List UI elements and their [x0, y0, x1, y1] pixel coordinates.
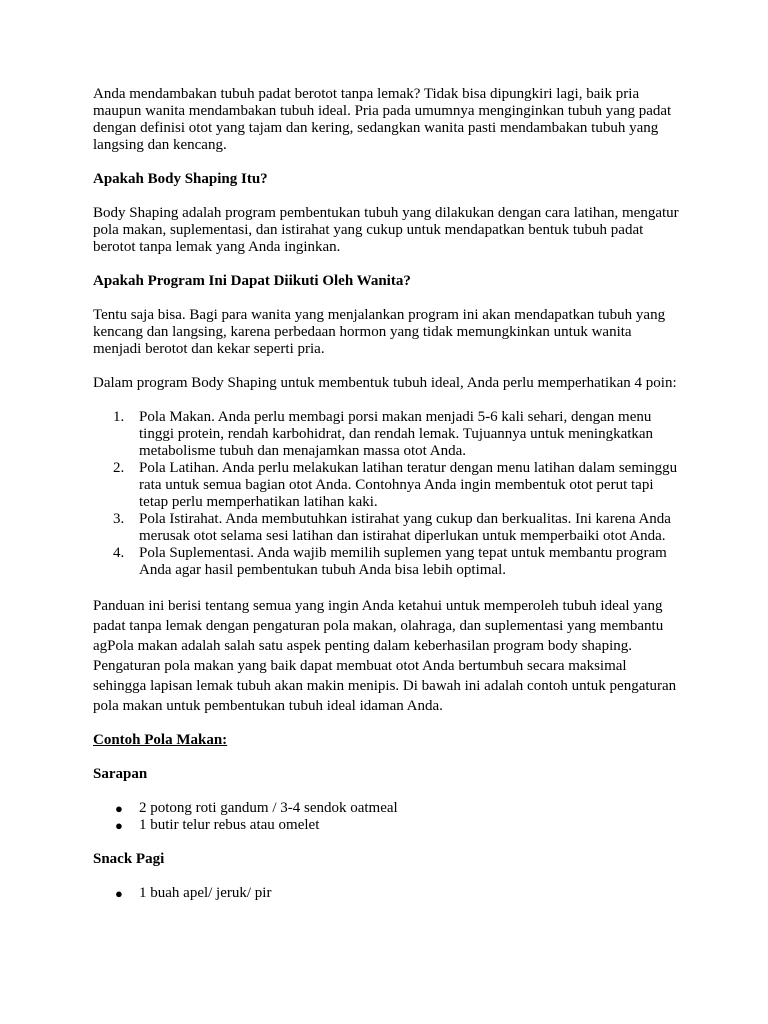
- bullet-icon: ●: [115, 886, 123, 901]
- list-item: [93, 885, 683, 902]
- list-item-text: 1 buah apel/ jeruk/ pir: [139, 885, 272, 901]
- meal-example-heading: Contoh Pola Makan:: [93, 732, 228, 748]
- list-number: 3.: [113, 511, 125, 527]
- list-item: [93, 545, 683, 579]
- document-page: [93, 86, 683, 919]
- snack-heading: Snack Pagi: [93, 851, 165, 867]
- sarapan-heading: Sarapan: [93, 766, 148, 782]
- bullet-icon: ●: [115, 818, 123, 833]
- list-number: 2.: [113, 460, 125, 476]
- women-paragraph: Tentu saja bisa. Bagi para wanita yang menjalankan program ini akan mendapatkan tubuh yang kencang dan langsing, karena perbedaan hormon yang tidak memungkinkan untuk wanita menjadi berotot dan kekar seperti pria.: [93, 307, 666, 357]
- list-item-text: 1 butir telur rebus atau omelet: [139, 817, 320, 833]
- list-item: [93, 409, 683, 460]
- list-item: [93, 460, 683, 511]
- section-heading-women: Apakah Program Ini Dapat Diikuti Oleh Wanita?: [93, 273, 411, 289]
- list-item: [93, 800, 683, 817]
- list-number: 4.: [113, 545, 125, 561]
- list-number: 1.: [113, 409, 125, 425]
- section-heading-body-shaping: Apakah Body Shaping Itu?: [93, 171, 268, 187]
- body-shaping-paragraph: Body Shaping adalah program pembentukan tubuh yang dilakukan dengan cara latihan, mengatur pola makan, suplementasi, dan istirahat yang cukup untuk mendapatkan bentuk tubuh padat berotot tanpa lemak yang Anda inginkan.: [93, 205, 679, 255]
- snack-list: [93, 885, 683, 902]
- bullet-icon: ●: [115, 801, 123, 816]
- four-points-lead: Dalam program Body Shaping untuk membentuk tubuh ideal, Anda perlu memperhatikan 4 poin:: [93, 375, 677, 391]
- intro-paragraph: Anda mendambakan tubuh padat berotot tanpa lemak? Tidak bisa dipungkiri lagi, baik pria maupun wanita mendambakan tubuh ideal. Pria pada umumnya menginginkan tubuh yang padat dengan definisi otot yang tajam dan kering, sedangkan wanita pasti mendambakan tubuh yang langsing dan kencang.: [93, 86, 672, 153]
- list-item: [93, 817, 683, 834]
- list-item: [93, 511, 683, 545]
- four-points-list: [93, 409, 683, 579]
- list-item-text: Pola Makan. Anda perlu membagi porsi makan menjadi 5-6 kali sehari, dengan menu tinggi protein, rendah karbohidrat, dan rendah lemak. Tujuannya untuk meningkatkan metabolisme tubuh dan menajamkan massa otot Anda.: [139, 409, 654, 459]
- list-item-text: Pola Suplementasi. Anda wajib memilih suplemen yang tepat untuk membantu program Anda agar hasil pembentukan tubuh Anda bisa lebih optimal.: [139, 545, 667, 578]
- list-item-text: Pola Istirahat. Anda membutuhkan istirahat yang cukup dan berkualitas. Ini karena Anda merusak otot selama sesi latihan dan istirahat diperlukan untuk memperbaiki otot Anda.: [139, 511, 671, 544]
- list-item-text: 2 potong roti gandum / 3-4 sendok oatmeal: [139, 800, 398, 816]
- sarapan-list: [93, 800, 683, 834]
- list-item-text: Pola Latihan. Anda perlu melakukan latihan teratur dengan menu latihan dalam seminggu rata untuk semua bagian otot Anda. Contohnya Anda ingin membentuk otot perut tapi tetap perlu memperhatikan latihan kaki.: [139, 460, 678, 510]
- guide-paragraph: Panduan ini berisi tentang semua yang ingin Anda ketahui untuk memperoleh tubuh ideal yang padat tanpa lemak dengan pengaturan pola makan, olahraga, dan suplementasi yang membantu agPola makan adalah salah satu aspek penting dalam keberhasilan program body shaping. Pengaturan pola makan yang baik dapat membuat otot Anda bertumbuh secara maksimal sehingga lapisan lemak tubuh akan makin menipis. Di bawah ini adalah contoh untuk pengaturan pola makan untuk pembentukan tubuh ideal idaman Anda.: [93, 598, 677, 714]
